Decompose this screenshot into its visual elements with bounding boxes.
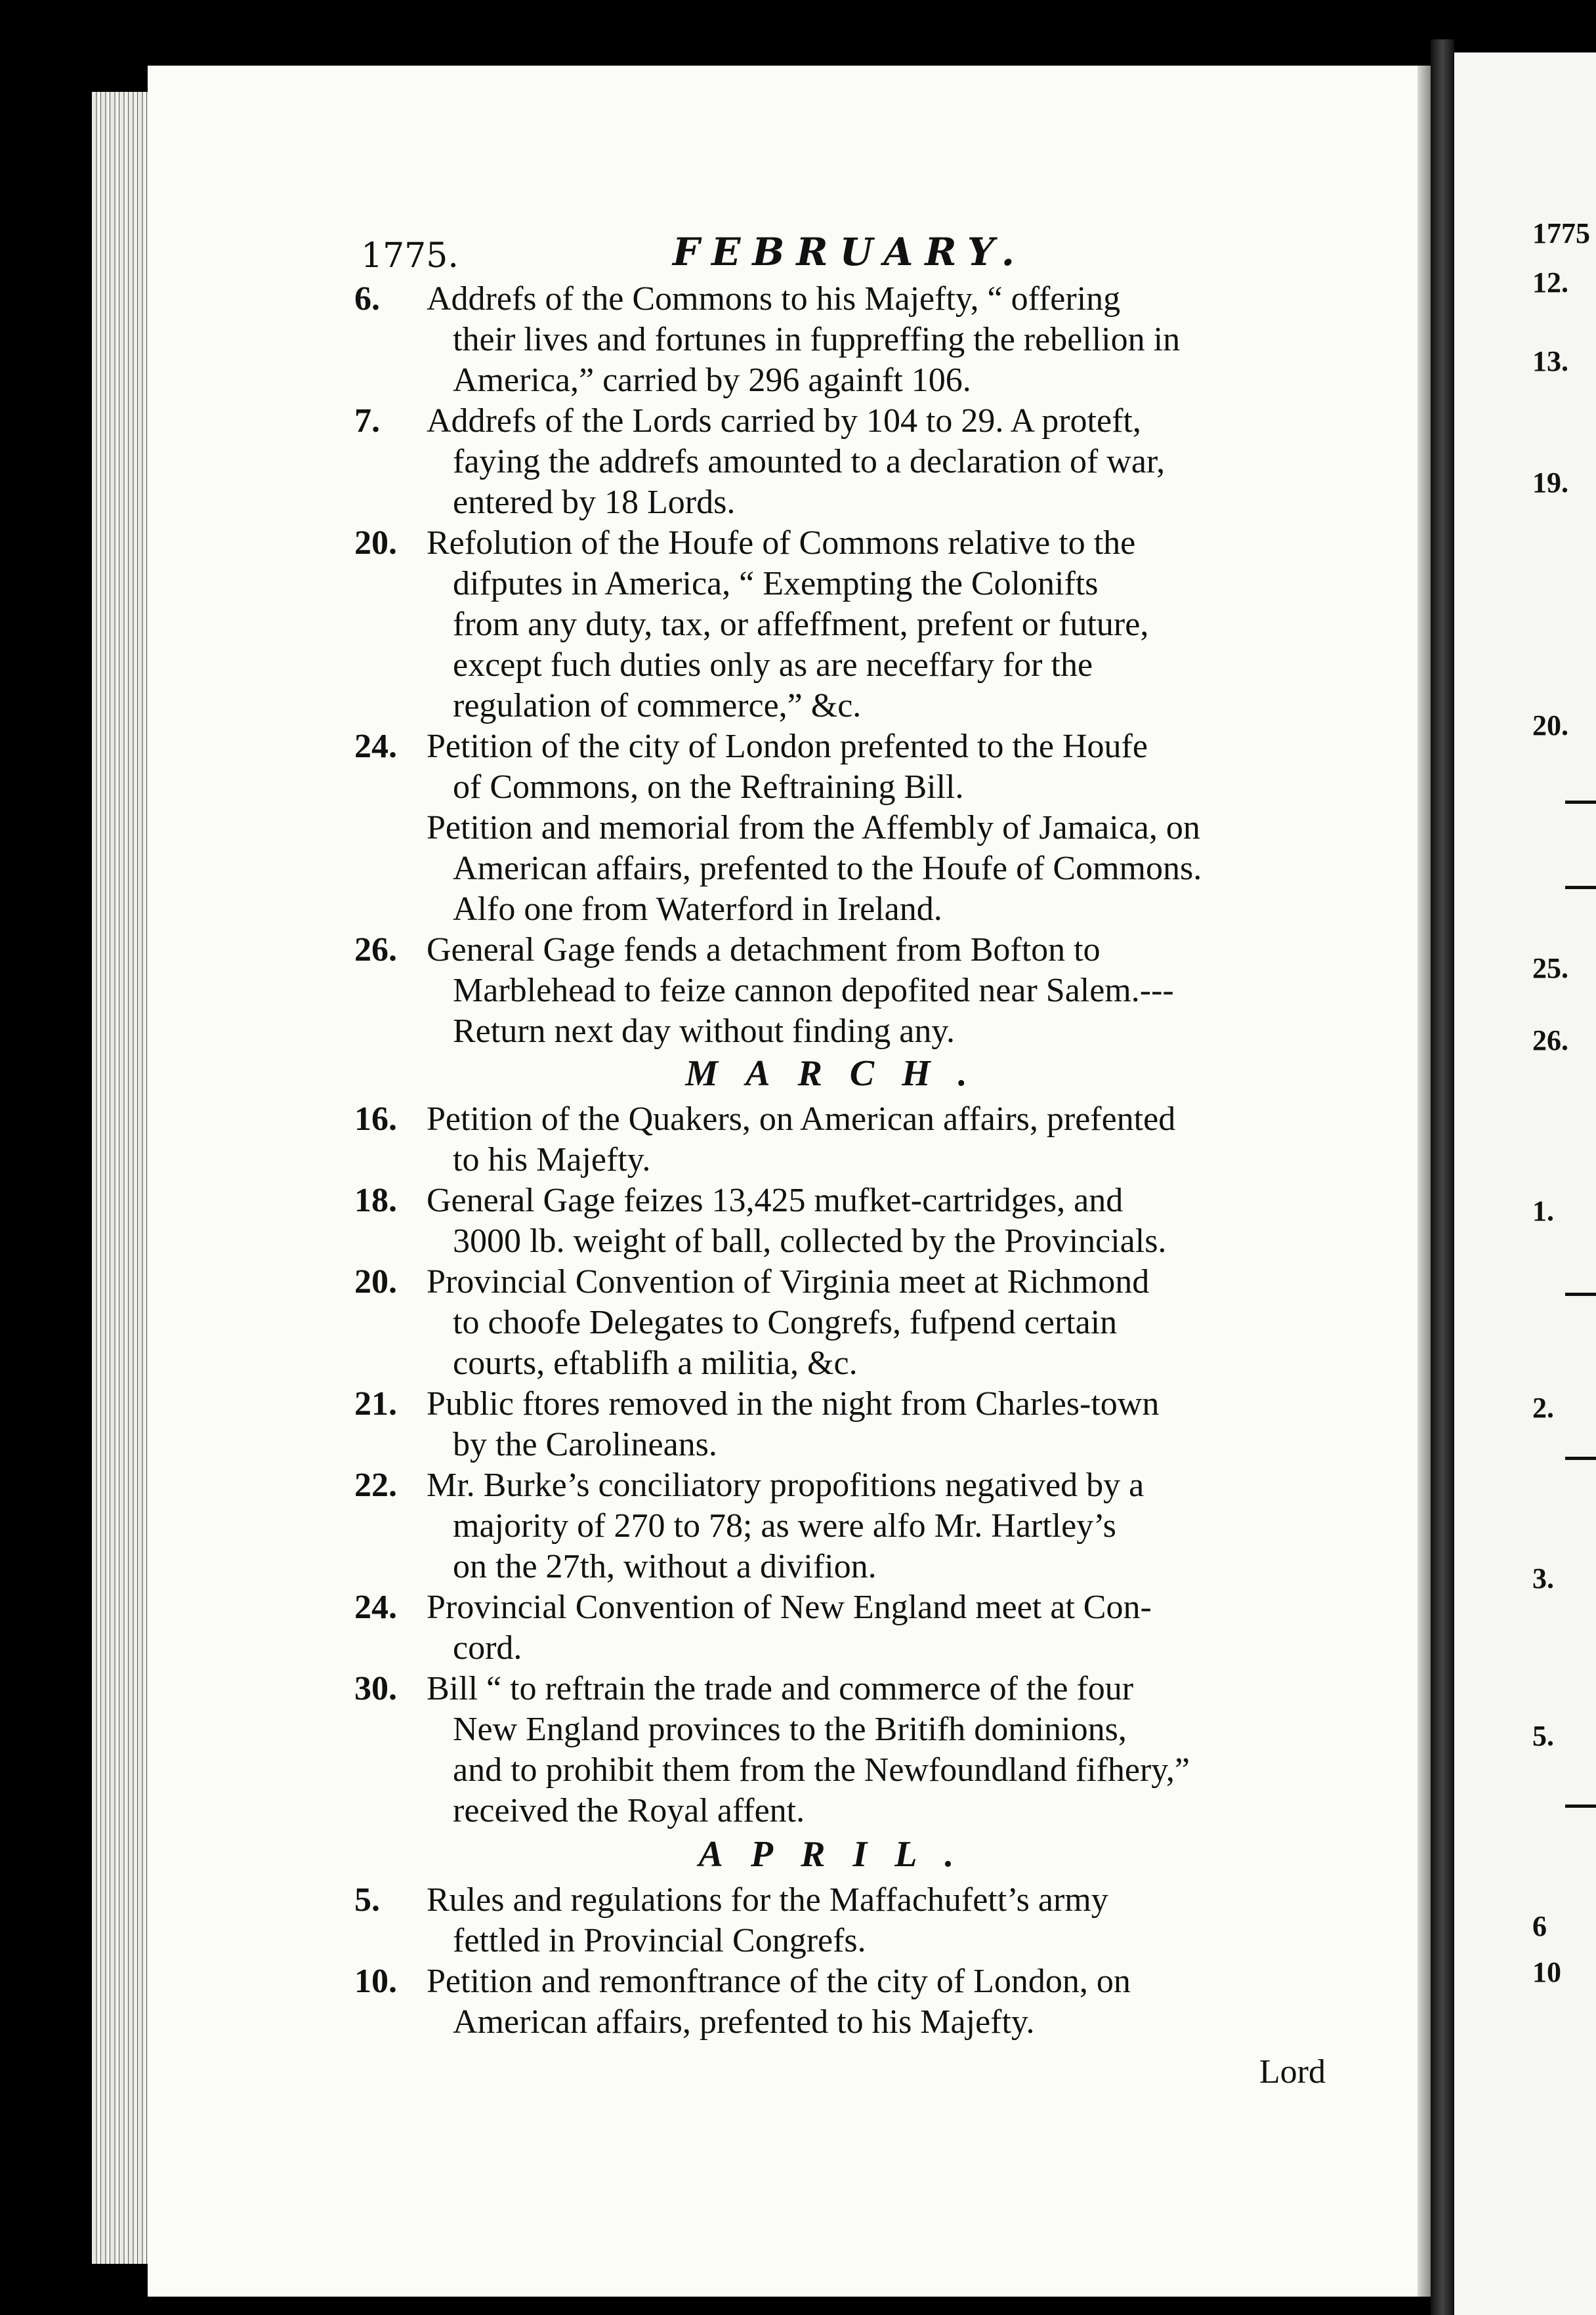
facing-dash — [1565, 801, 1596, 804]
page-year: 1775. — [361, 236, 459, 276]
entry-line: their lives and fortunes in fuppreffing the rebellion in — [453, 321, 1181, 358]
facing-day: 6 — [1532, 1910, 1547, 1942]
entry-line: Alfo one from Waterford in Ireland. — [453, 890, 942, 928]
entry — [354, 1961, 1326, 2043]
entry-day: 20. — [354, 1263, 397, 1301]
section-heading-march: MARCH. — [685, 1053, 995, 1094]
facing-day: 12. — [1532, 266, 1568, 299]
entry-line: Refolution of the Houfe of Commons relative to the — [427, 524, 1136, 562]
entry — [354, 726, 1326, 930]
entry — [354, 1465, 1326, 1587]
entry-line: received the Royal affent. — [453, 1792, 805, 1829]
entry-line: General Gage feizes 13,425 mufket-cartridges, and — [427, 1182, 1124, 1219]
entry-line: to choofe Delegates to Congrefs, fufpend certain — [453, 1304, 1118, 1341]
entry-line: difputes in America, “ Exempting the Colonifts — [453, 565, 1099, 602]
facing-day: 10 — [1532, 1956, 1561, 1988]
entry-line: New England provinces to the Britifh dominions, — [453, 1711, 1127, 1748]
entry — [354, 279, 1326, 401]
month-heading: FEBRUARY. — [673, 230, 1026, 274]
entry-day: 6. — [354, 280, 380, 318]
entry-line: faying the addrefs amounted to a declaration of war, — [453, 443, 1166, 480]
entry-day: 18. — [354, 1182, 397, 1219]
entry-line: and to prohibit them from the Newfoundland fifhery,” — [453, 1751, 1190, 1789]
entry-line: on the 27th, without a divifion. — [453, 1548, 877, 1585]
facing-day: 2. — [1532, 1392, 1554, 1424]
facing-day: 5. — [1532, 1720, 1554, 1752]
entry-line: Provincial Convention of Virginia meet at Richmond — [427, 1263, 1150, 1301]
entry — [354, 1880, 1326, 1961]
entry-day: 10. — [354, 1963, 397, 2000]
entry-line: America,” carried by 296 againft 106. — [453, 362, 971, 399]
facing-day: 13. — [1532, 345, 1568, 377]
catchword: Lord — [1259, 2053, 1326, 2091]
entry-line: Petition and memorial from the Affembly of Jamaica, on — [427, 809, 1200, 846]
entry-line: Rules and regulations for the Maffachufett’s army — [427, 1881, 1108, 1919]
facing-year: 1775 — [1532, 217, 1590, 249]
entry-line: to his Majefty. — [453, 1141, 651, 1178]
entry-line: majority of 270 to 78; as were alfo Mr. Hartley’s — [453, 1507, 1116, 1545]
entry-line: Mr. Burke’s conciliatory propofitions negatived by a — [427, 1467, 1144, 1504]
entry-line: Addrefs of the Lords carried by 104 to 29. A proteft, — [427, 402, 1141, 440]
entry-line: American affairs, prefented to his Majefty. — [453, 2003, 1035, 2041]
entry-line: American affairs, prefented to the Houfe of Commons. — [453, 850, 1202, 887]
entry — [354, 1384, 1326, 1465]
entry — [354, 1669, 1326, 1831]
entry-line: Provincial Convention of New England meet at Con- — [427, 1589, 1152, 1626]
entry-line: Return next day without finding any. — [453, 1012, 955, 1050]
entry-line: Bill “ to reftrain the trade and commerce of the four — [427, 1670, 1134, 1707]
entry — [354, 1262, 1326, 1384]
page-edge-left — [92, 92, 148, 2264]
entry-line: Public ftores removed in the night from Charles-town — [427, 1385, 1160, 1423]
entry-line: General Gage fends a detachment from Bofton to — [427, 931, 1101, 969]
entry — [354, 523, 1326, 726]
entry-line: courts, eftablifh a militia, &c. — [453, 1345, 858, 1382]
entry-line: Petition of the city of London prefented to the Houfe — [427, 728, 1148, 765]
entry — [354, 1587, 1326, 1669]
entry — [354, 1180, 1326, 1262]
book-gutter — [1431, 39, 1454, 2315]
entry-line: Addrefs of the Commons to his Majefty, “ offering — [427, 280, 1121, 318]
entry-line: of Commons, on the Reftraining Bill. — [453, 768, 964, 806]
entry — [354, 930, 1326, 1052]
entry — [354, 401, 1326, 523]
entry-line: Petition of the Quakers, on American affairs, prefented — [427, 1100, 1176, 1138]
entry-day: 26. — [354, 931, 397, 969]
facing-day: 3. — [1532, 1562, 1554, 1595]
facing-day: 1. — [1532, 1195, 1554, 1227]
facing-dash — [1565, 1457, 1596, 1460]
facing-day: 20. — [1532, 709, 1568, 741]
facing-day: 26. — [1532, 1024, 1568, 1056]
entry-line: regulation of commerce,” &c. — [453, 687, 862, 724]
entry-line: 3000 lb. weight of ball, collected by the Provincials. — [453, 1222, 1167, 1260]
facing-dash — [1565, 886, 1596, 889]
entry-day: 20. — [354, 524, 397, 562]
entry-line: cord. — [453, 1629, 522, 1667]
entry-line: Petition and remonftrance of the city of London, on — [427, 1963, 1131, 2000]
entry-line: from any duty, tax, or affeffment, prefent or future, — [453, 606, 1149, 643]
entry-line: except fuch duties only as are neceffary for the — [453, 646, 1093, 684]
entry-day: 24. — [354, 728, 397, 765]
entry-line: Marblehead to feize cannon depofited near Salem.--- — [453, 972, 1174, 1009]
facing-dash — [1565, 1804, 1596, 1808]
entry-day: 22. — [354, 1467, 397, 1504]
page-header — [361, 230, 1326, 282]
section-heading-april: APRIL. — [698, 1834, 982, 1875]
entry-day: 24. — [354, 1589, 397, 1626]
entry-day: 16. — [354, 1100, 397, 1138]
entry-day: 5. — [354, 1881, 380, 1919]
entry-day: 7. — [354, 402, 380, 440]
entry-line: entered by 18 Lords. — [453, 484, 736, 521]
facing-day: 19. — [1532, 467, 1568, 499]
entry-line: by the Carolineans. — [453, 1426, 717, 1463]
entry — [354, 1099, 1326, 1180]
facing-dash — [1565, 1293, 1596, 1296]
entry-day: 21. — [354, 1385, 397, 1423]
entry-line: fettled in Provincial Congrefs. — [453, 1922, 866, 1959]
facing-page — [1444, 52, 1596, 2315]
facing-day: 25. — [1532, 952, 1568, 984]
entry-day: 30. — [354, 1670, 397, 1707]
